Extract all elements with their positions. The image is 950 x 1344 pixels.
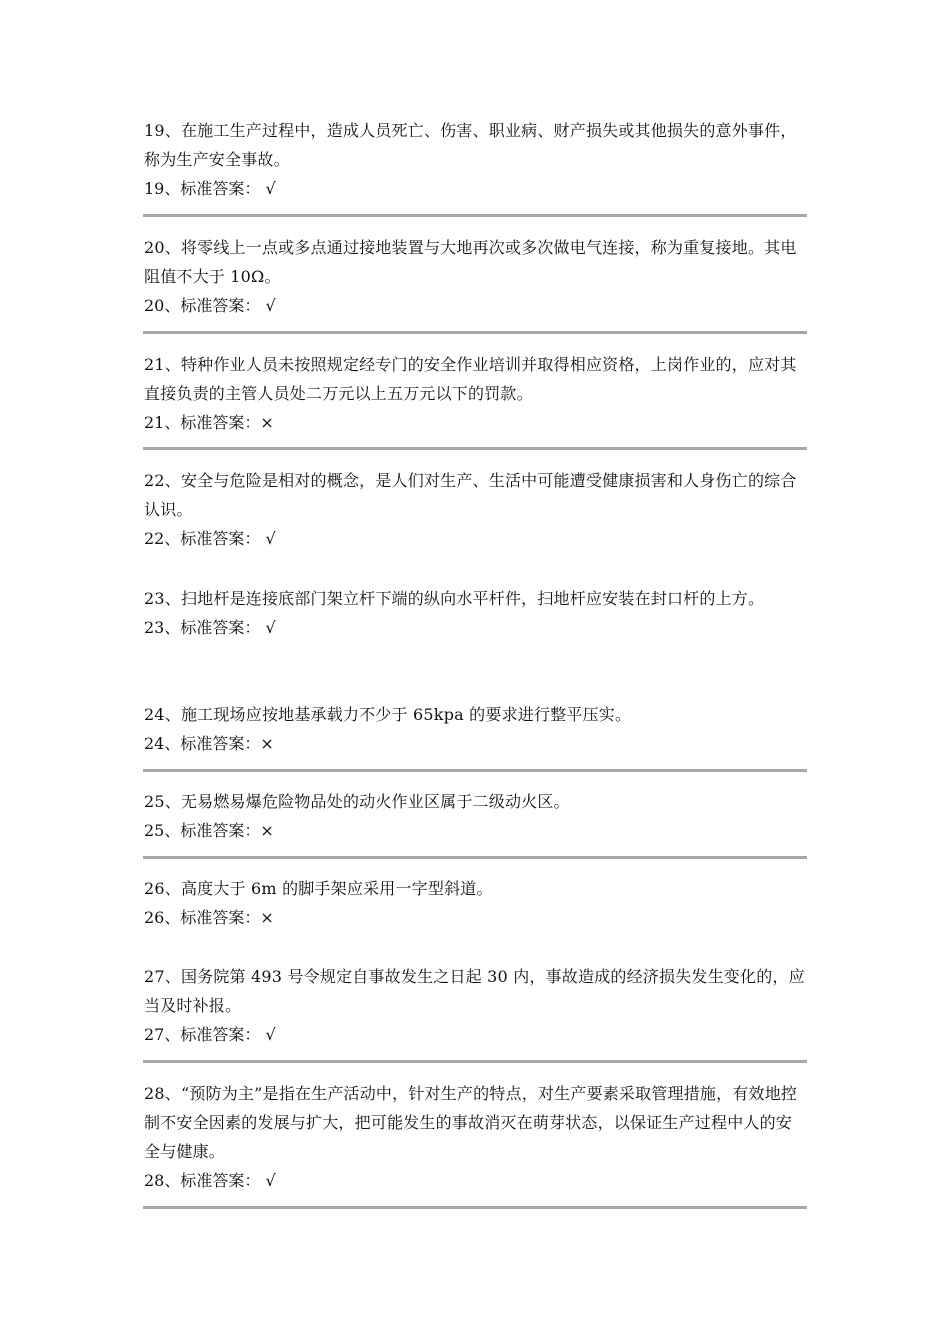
answer-text: 22、标准答案： √ bbox=[144, 529, 276, 548]
question-item-19 bbox=[144, 116, 808, 203]
question-text: 22、安全与危险是相对的概念，是人们对生产、生活中可能遭受健康损害和人身伤亡的综合认识。 bbox=[144, 471, 797, 519]
answer-text: 24、标准答案：× bbox=[144, 734, 274, 753]
divider-rule bbox=[143, 331, 807, 334]
question-text: 25、无易燃易爆危险物品处的动火作业区属于二级动火区。 bbox=[144, 792, 570, 811]
divider-rule bbox=[143, 856, 807, 859]
question-item-20 bbox=[144, 233, 808, 320]
divider-rule bbox=[143, 1206, 807, 1209]
question-item-23 bbox=[144, 584, 808, 642]
answer-text: 20、标准答案： √ bbox=[144, 296, 276, 315]
question-text: 21、特种作业人员未按照规定经专门的安全作业培训并取得相应资格，上岗作业的，应对其直接负责的主管人员处二万元以上五万元以下的罚款。 bbox=[144, 355, 797, 403]
question-text: 19、在施工生产过程中，造成人员死亡、伤害、职业病、财产损失或其他损失的意外事件，称为生产安全事故。 bbox=[144, 121, 797, 169]
divider-rule bbox=[143, 1060, 807, 1063]
answer-text: 26、标准答案：× bbox=[144, 908, 274, 927]
question-item-27 bbox=[144, 962, 808, 1049]
question-item-28 bbox=[144, 1079, 808, 1195]
answer-text: 25、标准答案：× bbox=[144, 821, 274, 840]
question-text: 27、国务院第 493 号令规定自事故发生之日起 30 内，事故造成的经济损失发生变化的，应当及时补报。 bbox=[144, 967, 805, 1015]
answer-text: 19、标准答案： √ bbox=[144, 179, 276, 198]
question-item-21 bbox=[144, 350, 808, 437]
question-item-26 bbox=[144, 874, 808, 932]
question-item-24 bbox=[144, 700, 808, 758]
answer-text: 23、标准答案： √ bbox=[144, 618, 276, 637]
question-item-22 bbox=[144, 466, 808, 553]
question-text: 24、施工现场应按地基承载力不少于 65kpa 的要求进行整平压实。 bbox=[144, 705, 632, 724]
question-text: 28、“预防为主”是指在生产活动中，针对生产的特点，对生产要素采取管理措施，有效地控制不安全因素的发展与扩大，把可能发生的事故消灭在萌芽状态，以保证生产过程中人的安全与健康。 bbox=[144, 1084, 798, 1161]
answer-text: 28、标准答案： √ bbox=[144, 1171, 276, 1190]
question-text: 26、高度大于 6m 的脚手架应采用一字型斜道。 bbox=[144, 879, 493, 898]
divider-rule bbox=[143, 214, 807, 217]
question-item-25 bbox=[144, 787, 808, 845]
question-text: 20、将零线上一点或多点通过接地装置与大地再次或多次做电气连接，称为重复接地。其电阻值不大于 10Ω。 bbox=[144, 238, 797, 286]
answer-text: 21、标准答案：× bbox=[144, 413, 274, 432]
divider-rule bbox=[143, 769, 807, 772]
answer-text: 27、标准答案： √ bbox=[144, 1025, 276, 1044]
divider-rule bbox=[143, 447, 807, 450]
question-text: 23、扫地杆是连接底部门架立杆下端的纵向水平杆件，扫地杆应安装在封口杆的上方。 bbox=[144, 589, 765, 608]
